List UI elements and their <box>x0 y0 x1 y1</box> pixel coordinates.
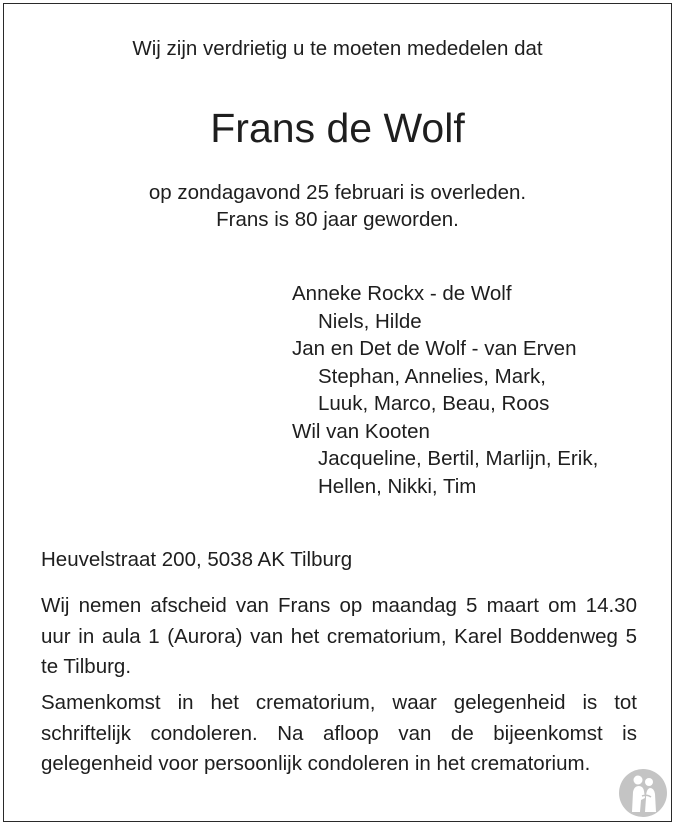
children-line: Jacqueline, Bertil, Marlijn, Erik, <box>318 447 599 470</box>
gathering-paragraph: Samenkomst in het crematorium, waar gelegenheid is tot schriftelijk condoleren. Na afloop van de bijeenkomst is gelegenheid voor persoonlijk condoleren in het crematorium. <box>41 691 637 775</box>
children-line: Luuk, Marco, Beau, Roos <box>318 392 550 415</box>
deceased-name: Frans de Wolf <box>210 105 465 151</box>
family-head: Anneke Rockx - de Wolf <box>292 282 512 305</box>
family-list <box>292 280 598 500</box>
death-notice <box>4 179 671 233</box>
children-line: Niels, Hilde <box>318 309 422 333</box>
announcement-card <box>3 3 672 822</box>
children-line: Hellen, Nikki, Tim <box>318 474 477 498</box>
farewell-paragraph: Wij nemen afscheid van Frans op maandag 5 maart om 14.30 uur in aula 1 (Aurora) van het crematorium, Karel Boddenweg 5 te Tilburg. <box>41 594 637 678</box>
family-children <box>292 363 598 418</box>
death-line-2: Frans is 80 jaar geworden. <box>216 208 459 231</box>
family-head: Wil van Kooten <box>292 419 430 443</box>
intro-text: Wij zijn verdrietig u te moeten mededelen dat <box>132 37 543 60</box>
family-children <box>292 445 598 500</box>
home-address: Heuvelstraat 200, 5038 AK Tilburg <box>41 548 353 571</box>
family-children <box>292 308 598 336</box>
family-head: Jan en Det de Wolf - van Erven <box>292 337 577 360</box>
children-line: Stephan, Annelies, Mark, <box>318 364 546 388</box>
death-line-1: op zondagavond 25 februari is overleden. <box>148 181 527 204</box>
mourning-figures-icon <box>618 768 668 818</box>
